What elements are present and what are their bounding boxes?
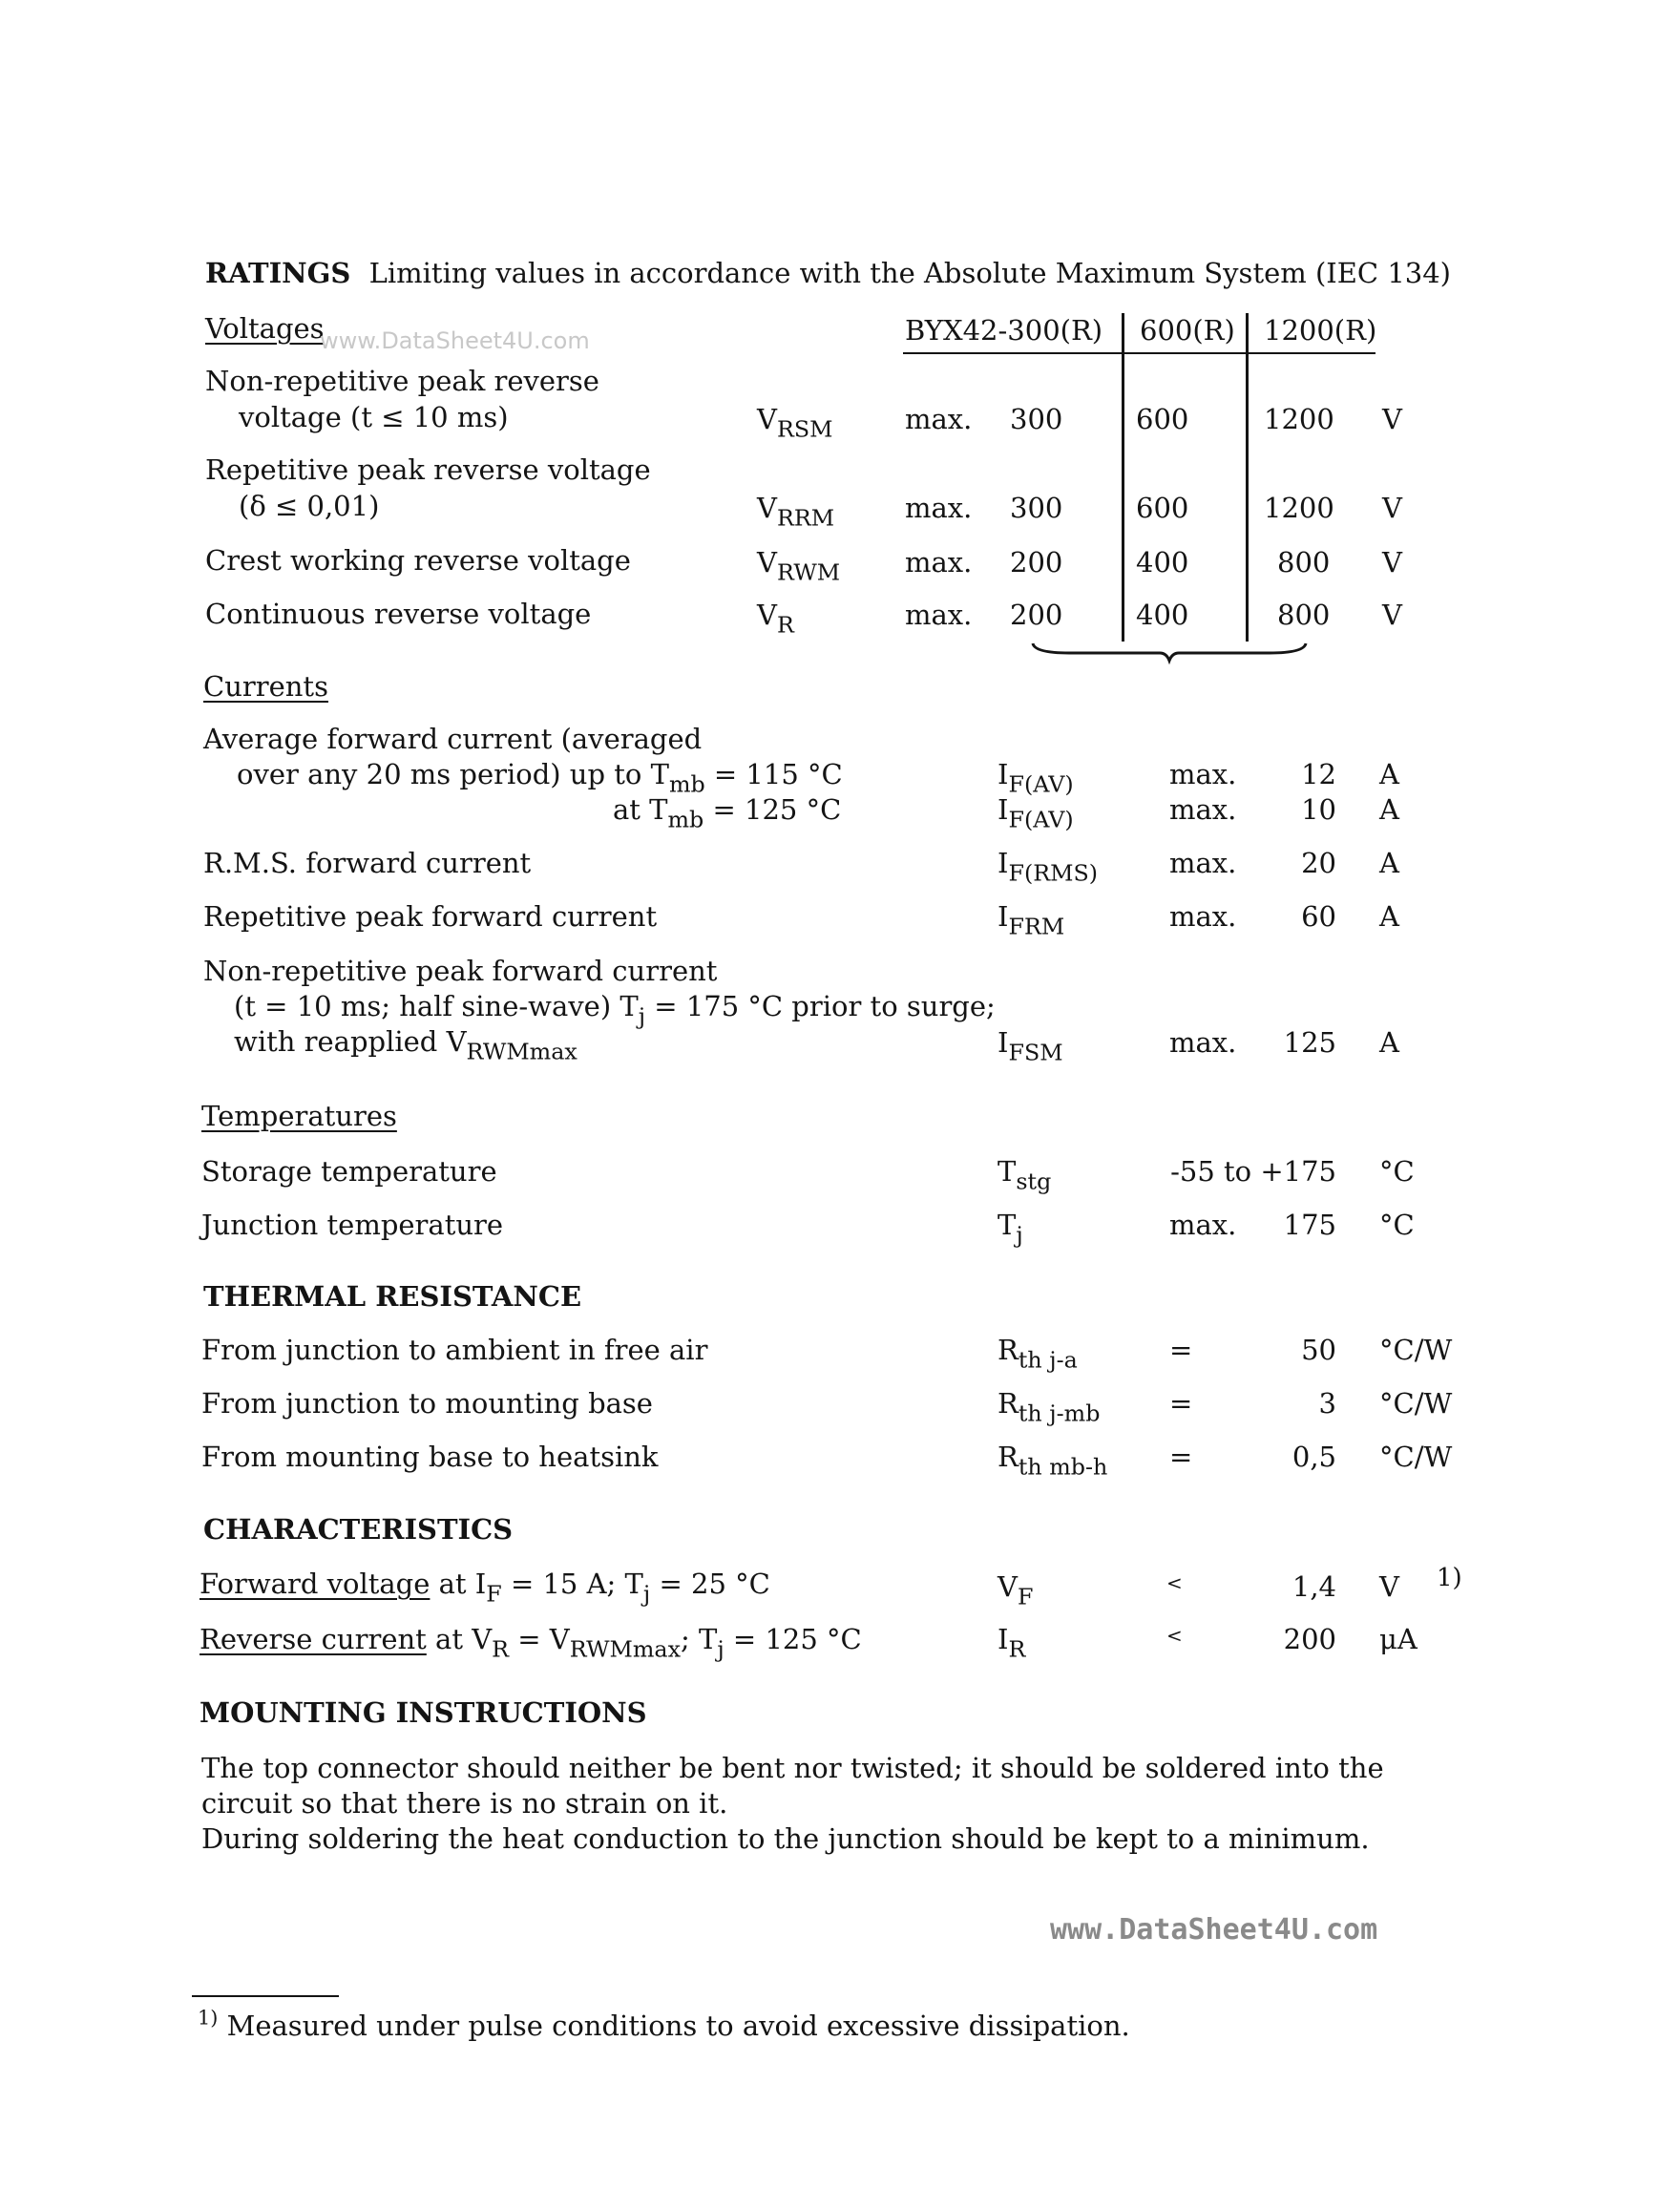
ratings-subtitle: Limiting values in accordance with the Absolute Maximum System (IEC 134) (368, 257, 1451, 289)
ifav-unit-2: A (1379, 793, 1399, 826)
vrwm-600: 400 (1136, 546, 1189, 579)
col-divider-1 (1122, 313, 1124, 642)
vrsm-1200: 1200 (1264, 403, 1334, 435)
ir-value: 200 (1283, 1623, 1336, 1655)
rth-ja-unit: °C/W (1379, 1334, 1453, 1366)
rth-mbh-symbol: $R_{th mb-h}$ (998, 1441, 1108, 1481)
ifrm-unit: A (1379, 900, 1399, 933)
vrsm-unit: V (1382, 403, 1402, 435)
vrsm-qualifier: max. (905, 403, 973, 435)
ifrms-label: R.M.S. forward current (203, 847, 532, 879)
ifsm-symbol: $I_{FSM}$ (998, 1026, 1063, 1066)
vrrm-label-1: Repetitive peak reverse voltage (205, 453, 651, 486)
vrwm-1200: 800 (1277, 546, 1331, 579)
temperatures-heading: Temperatures (201, 1100, 397, 1132)
rth-jmb-value: 3 (1318, 1387, 1336, 1420)
ifav-value-2: 10 (1301, 793, 1336, 826)
ifsm-label-2: (t = 10 ms; half sine-wave) $T_j = 175$ °C prior to surge; (234, 990, 996, 1030)
rth-mbh-label: From mounting base to heatsink (201, 1441, 659, 1473)
vf-unit: V (1379, 1570, 1399, 1603)
vrsm-label-1: Non-repetitive peak reverse (205, 365, 599, 397)
ifrms-qualifier: max. (1169, 847, 1237, 879)
vr-300: 200 (1010, 599, 1063, 631)
rth-ja-value: 50 (1301, 1334, 1336, 1366)
col-header-600: 600(R) (1140, 314, 1235, 347)
vrwm-label: Crest working reverse voltage (205, 544, 631, 577)
voltages-heading: Voltages (205, 312, 325, 345)
tstg-unit: °C (1379, 1155, 1415, 1188)
ir-dash: < (1166, 1624, 1183, 1647)
footnote-mark: 1) (198, 2006, 219, 2030)
ifrms-symbol: $I_{F(RMS)}$ (998, 847, 1099, 887)
mounting-p1-line1: The top connector should neither be bent nor twisted; it should be soldered into the (201, 1752, 1384, 1784)
vrrm-600: 600 (1136, 492, 1189, 524)
vr-qualifier: max. (905, 599, 973, 631)
tstg-label: Storage temperature (201, 1155, 497, 1188)
vrrm-symbol: $V_{RRM}$ (757, 492, 835, 532)
vr-symbol: $V_R$ (757, 599, 794, 639)
ifav-label-1: Average forward current (averaged (203, 723, 703, 755)
ifsm-qualifier: max. (1169, 1026, 1237, 1059)
ifav-unit-1: A (1379, 758, 1399, 790)
footnote (198, 2006, 1130, 2042)
ifrm-qualifier: max. (1169, 900, 1237, 933)
characteristics-heading: CHARACTERISTICS (203, 1513, 514, 1546)
tj-label: Junction temperature (201, 1209, 504, 1241)
ifsm-value: 125 (1283, 1026, 1336, 1059)
vf-label: Forward voltage at $I_F = 15$ A; $T_j = 25$ °C (200, 1568, 770, 1608)
vr-600: 400 (1136, 599, 1189, 631)
rth-mbh-eq: = (1169, 1441, 1193, 1473)
ifav-qualifier-2: max. (1169, 793, 1237, 826)
mounting-p2: During soldering the heat conduction to the junction should be kept to a minimum. (201, 1822, 1370, 1855)
footnote-text: Measured under pulse conditions to avoid excessive dissipation. (218, 2010, 1130, 2042)
tj-value: 175 (1283, 1209, 1336, 1241)
rth-mbh-unit: °C/W (1379, 1441, 1453, 1473)
watermark-bottom: www.DataSheet4U.com (1050, 1913, 1378, 1947)
ifav-qualifier-1: max. (1169, 758, 1237, 790)
rth-mbh-value: 0,5 (1292, 1441, 1336, 1473)
vrwm-symbol: $V_{RWM}$ (757, 546, 841, 586)
vrwm-qualifier: max. (905, 546, 973, 579)
rth-ja-label: From junction to ambient in free air (201, 1334, 708, 1366)
rth-jmb-label: From junction to mounting base (201, 1387, 653, 1420)
vrsm-300: 300 (1010, 403, 1063, 435)
rth-jmb-symbol: $R_{th j-mb}$ (998, 1387, 1101, 1427)
rth-jmb-eq: = (1169, 1387, 1193, 1420)
vrwm-unit: V (1382, 546, 1402, 579)
ifrm-value: 60 (1301, 900, 1336, 933)
currents-heading: Currents (203, 670, 328, 703)
ifsm-unit: A (1379, 1026, 1399, 1059)
rth-jmb-unit: °C/W (1379, 1387, 1453, 1420)
column-brace (1031, 642, 1308, 664)
ifrms-value: 20 (1301, 847, 1336, 879)
vrsm-label-2: voltage (t ≤ 10 ms) (239, 401, 509, 433)
vr-1200: 800 (1277, 599, 1331, 631)
ifrm-label: Repetitive peak forward current (203, 900, 658, 933)
col-header-300: BYX42-300(R) (905, 314, 1103, 347)
tj-qualifier: max. (1169, 1209, 1237, 1241)
rth-ja-symbol: $R_{th j-a}$ (998, 1334, 1078, 1374)
tstg-symbol: $T_{stg}$ (998, 1155, 1052, 1195)
vr-label: Continuous reverse voltage (205, 598, 592, 630)
ratings-title (205, 257, 1451, 289)
col-divider-2 (1246, 313, 1249, 642)
rth-ja-eq: = (1169, 1334, 1193, 1366)
ifav-value-1: 12 (1301, 758, 1336, 790)
vf-footnote-ref: 1) (1437, 1564, 1462, 1592)
tj-unit: °C (1379, 1209, 1415, 1241)
ifav-label-2: over any 20 ms period) up to $T_{mb} = 115$ °C (237, 758, 843, 798)
footnote-rule (192, 1995, 339, 1997)
vrrm-qualifier: max. (905, 492, 973, 524)
vrrm-label-2: (δ ≤ 0,01) (239, 490, 380, 522)
ifsm-label-1: Non-repetitive peak forward current (203, 955, 718, 987)
ir-symbol: $I_R$ (998, 1623, 1026, 1663)
vrsm-symbol: $V_{RSM}$ (757, 403, 833, 443)
ifav-label-3: at $T_{mb} = 125$ °C (613, 793, 842, 833)
col-header-1200: 1200(R) (1264, 314, 1377, 347)
vf-value: 1,4 (1292, 1570, 1336, 1603)
ratings-heading: RATINGS (205, 257, 351, 289)
mounting-p1-line2: circuit so that there is no strain on it. (201, 1787, 728, 1820)
vf-symbol: $V_F$ (998, 1570, 1034, 1610)
vrrm-300: 300 (1010, 492, 1063, 524)
vrsm-600: 600 (1136, 403, 1189, 435)
vrrm-unit: V (1382, 492, 1402, 524)
ir-unit: μA (1379, 1623, 1418, 1655)
thermal-heading: THERMAL RESISTANCE (203, 1280, 582, 1313)
vf-dash: < (1166, 1571, 1183, 1594)
vrwm-300: 200 (1010, 546, 1063, 579)
ifav-symbol-1: $I_{F(AV)}$ (998, 758, 1074, 798)
ifrm-symbol: $I_{FRM}$ (998, 900, 1065, 940)
col-header-rule (903, 352, 1376, 354)
ifrms-unit: A (1379, 847, 1399, 879)
watermark-top: www.DataSheet4U.com (320, 327, 590, 354)
vr-unit: V (1382, 599, 1402, 631)
vrrm-1200: 1200 (1264, 492, 1334, 524)
tstg-range: -55 to +175 (1170, 1155, 1336, 1188)
ifsm-label-3: with reapplied $V_{RWMmax}$ (234, 1025, 578, 1065)
ir-label: Reverse current at $V_R = V_{RWMmax}$; $T_j = 125$ °C (200, 1623, 862, 1663)
mounting-heading: MOUNTING INSTRUCTIONS (200, 1696, 647, 1729)
tj-symbol: $T_j$ (998, 1209, 1023, 1249)
ifav-symbol-2: $I_{F(AV)}$ (998, 793, 1074, 833)
